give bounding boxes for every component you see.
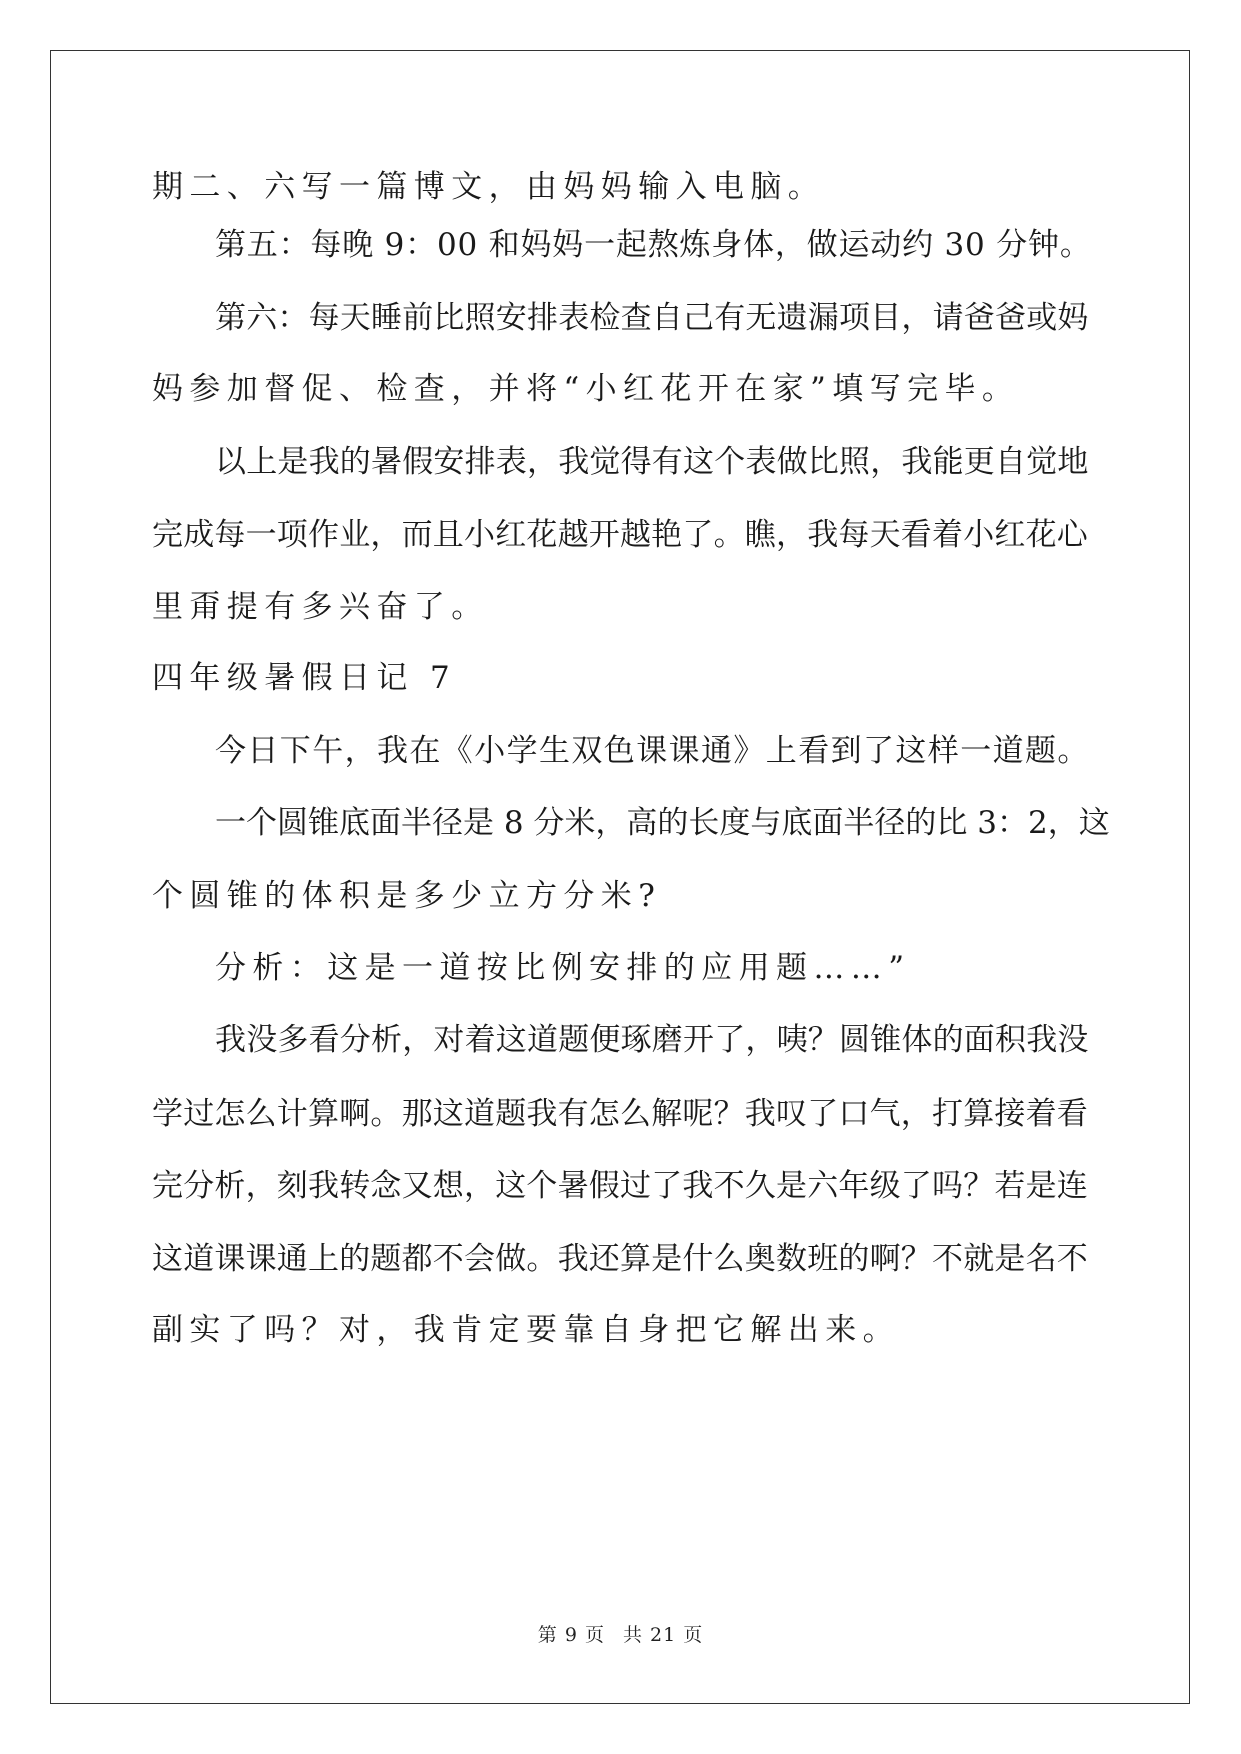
text-line: 期二、六写一篇博文，由妈妈输入电脑。	[152, 169, 826, 205]
text-line: 以上是我的暑假安排表，我觉得有这个表做比照，我能更自觉地	[215, 444, 1089, 480]
text-line: 妈参加督促、检查，并将“小红花开在家”填写完毕。	[152, 371, 1020, 407]
text-line: 学过怎么计算啊。那这道题我有怎么解呢？我叹了口气，打算接着看	[152, 1096, 1088, 1132]
text-line: 我没多看分析，对着这道题便琢磨开了，咦？圆锥体的面积我没	[215, 1022, 1089, 1058]
page-number: 第 9 页	[537, 1624, 605, 1646]
text-line: 这道课课通上的题都不会做。我还算是什么奥数班的啊？不就是名不	[152, 1241, 1088, 1277]
page-total: 共 21 页	[622, 1624, 704, 1646]
text-line: 完分析，刻我转念又想，这个暑假过了我不久是六年级了吗？若是连	[152, 1168, 1088, 1204]
text-line: 第六：每天睡前比照安排表检查自己有无遗漏项目，请爸爸或妈	[215, 300, 1089, 336]
section-heading: 四年级暑假日记 7	[152, 660, 457, 696]
text-line: 完成每一项作业，而且小红花越开越艳了。瞧，我每天看着小红花心	[152, 517, 1088, 553]
text-line: 个圆锥的体积是多少立方分米?	[152, 878, 662, 914]
page-footer	[0, 1620, 1241, 1647]
text-line: 分析：这是一道按比例安排的应用题……”	[215, 950, 911, 986]
text-line: 第五：每晚 9：00 和妈妈一起熬炼身体，做运动约 30 分钟。	[215, 227, 1092, 263]
text-line: 一个圆锥底面半径是 8 分米，高的长度与底面半径的比 3：2，这	[215, 805, 1110, 841]
text-line: 今日下午，我在《小学生双色课课通》上看到了这样一道题。	[215, 733, 1090, 769]
text-line: 副实了吗？对，我肯定要靠自身把它解出来。	[152, 1312, 900, 1348]
text-line: 里甭提有多兴奋了。	[152, 589, 489, 625]
